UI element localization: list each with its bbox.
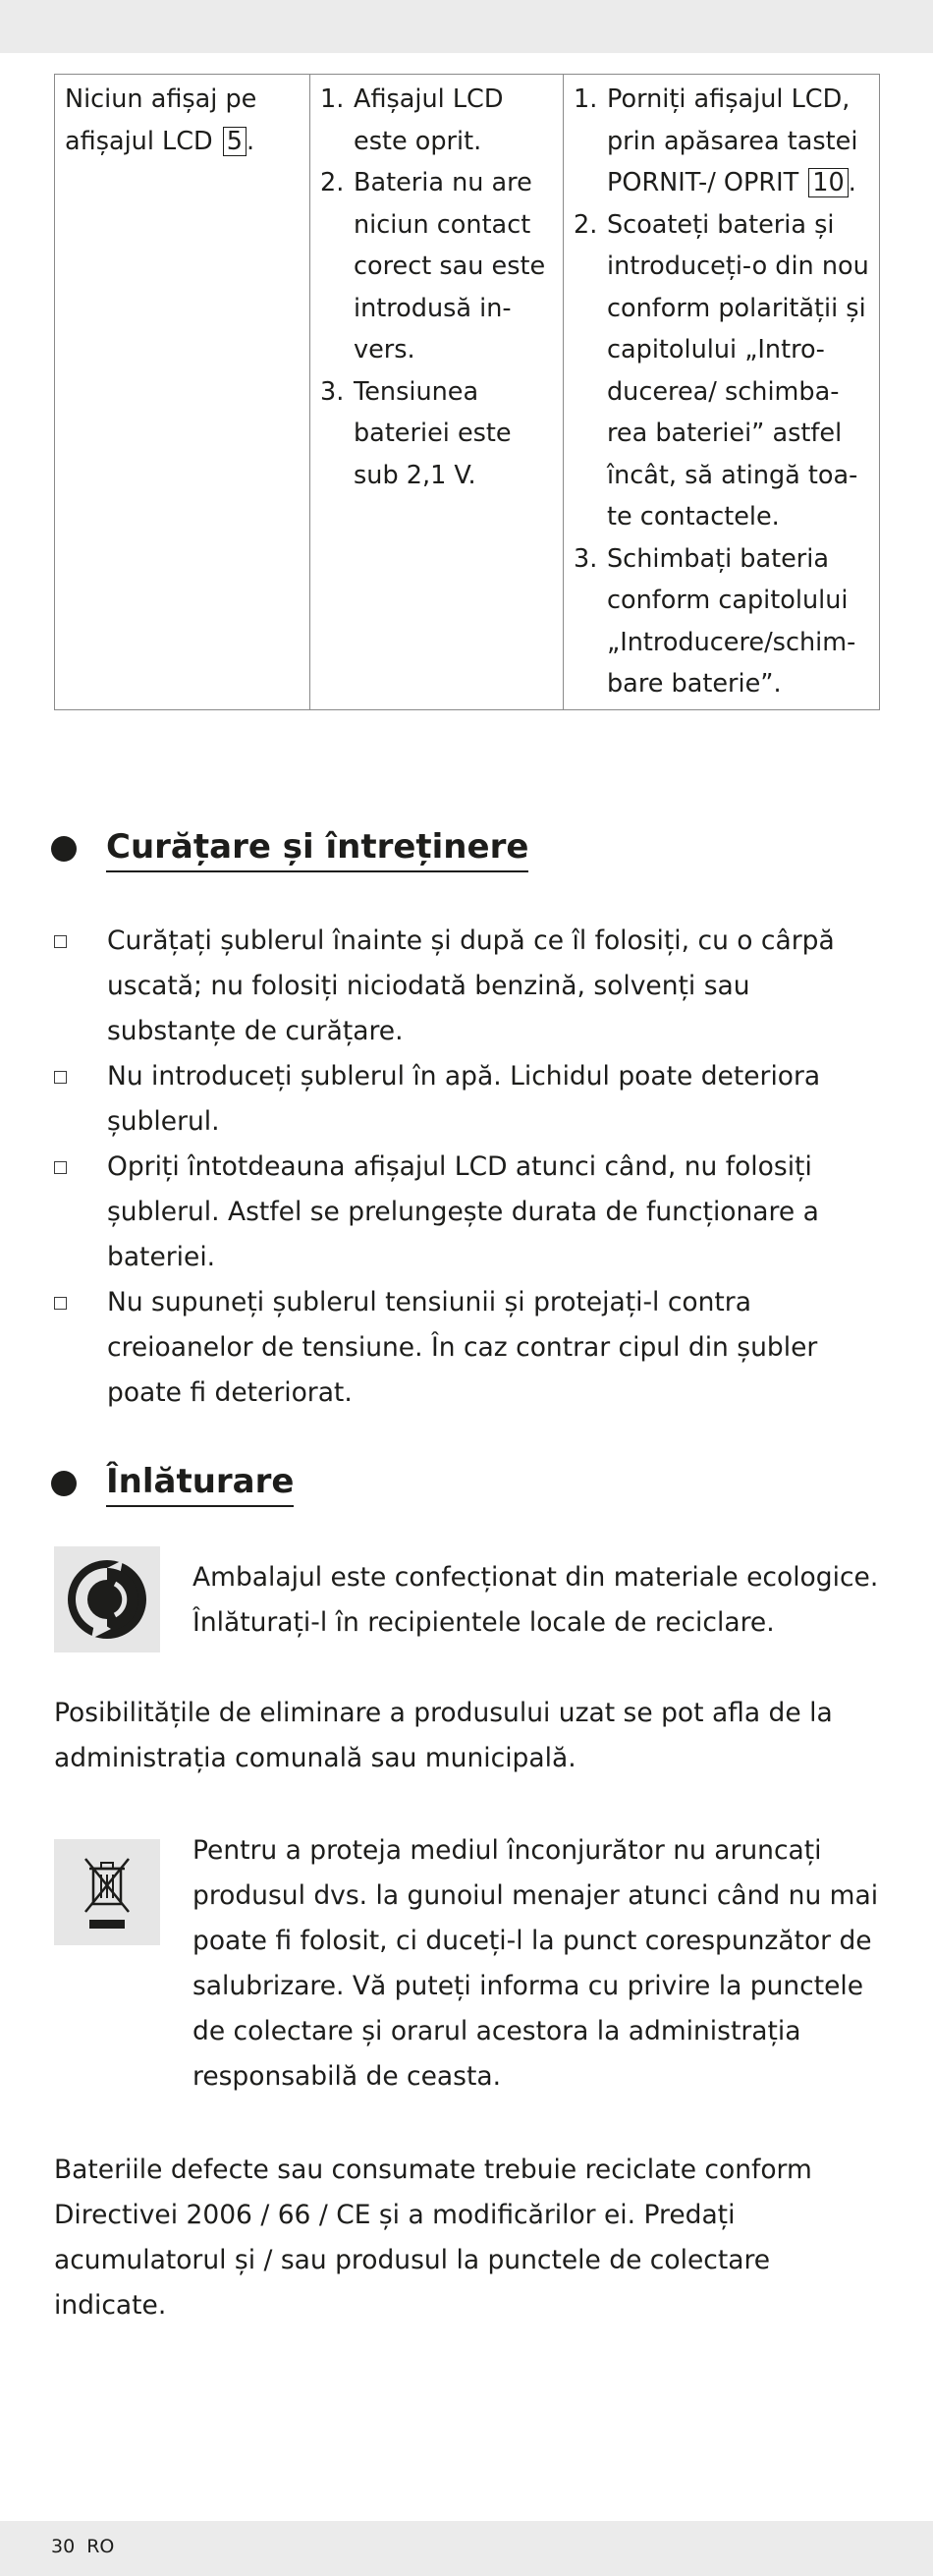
list-item: Nu introduceți șublerul în apă. Lichidul poate deteriora șublerul. (54, 1054, 879, 1145)
list-item: 2. Scoateți bateria și introduceți-o din nou conform polarității și capitolului „Introducerea/ schimbarea bateriei” astfel încât, să atingă toate contactele. (574, 209, 869, 532)
cause-cell (310, 75, 564, 710)
battery-disposal-text: Bateriile defecte sau consumate trebuie reciclate conform Directivei 2006 / 66 / CE și a modificărilor ei. Predați acumulatorul și / sau produsul la punctele de colectare indicate. (54, 2155, 812, 2321)
list-item: Nu supuneți șublerul tensiunii și protejați-l contra creioanelor de tensiune. În caz contrar cipul din șubler poate fi deteriorat. (54, 1280, 879, 1416)
packaging-text: Ambalajul este confecționat din materiale ecologice. Înlăturați-l în recipientele locale de reciclare. (192, 1562, 879, 1638)
green-dot-recycle-icon (54, 1546, 160, 1652)
list-item: Opriți întotdeauna afișajul LCD atunci când, nu folosiți șublerul. Astfel se prelungește durata de funcționare a bateriei. (54, 1145, 879, 1280)
list-item: 2. Bateria nu are niciun contact corect sau este introdusă invers. (320, 168, 546, 364)
disposal-options-text: Posibilitățile de eliminare a produsului uzat se pot afla de la administrația comunală sau municipală. (54, 1698, 833, 1773)
problem-cell: Niciun afișaj pe afișajul LCD 5 . (55, 75, 310, 710)
crossed-bin-icon (54, 1839, 160, 1945)
list-item: 1. Afișajul LCD este oprit. (320, 84, 504, 156)
list-item: 3. Tensiunea bateriei este sub 2,1 V. (320, 376, 512, 490)
section-heading-cleaning (51, 825, 528, 872)
square-bullet-icon (54, 1297, 67, 1310)
weee-text: Pentru a proteja mediul înconjurător nu aruncați produsul dvs. la gunoiul menajer atunci când nu mai poate fi folosit, ci duceți-l la punct corespunzător de salubrizare. Vă puteți informa cu privire la punctele de colectare și orarul acestora la administrația responsabilă de ceasta. (192, 1835, 879, 2092)
language-code: RO (86, 2536, 115, 2557)
list-item: 3. Schimbați bateria conform capitolului „Introducere/schimbare baterie”. (574, 543, 856, 699)
list-item: Curățați șublerul înainte și după ce îl folosiți, cu o cârpă uscată; nu folosiți niciodată benzină, solvenți sau substanțe de curățare. (54, 919, 879, 1054)
section-heading-disposal (51, 1460, 294, 1507)
section-title: Curățare și întreținere (106, 825, 528, 872)
square-bullet-icon (54, 1071, 67, 1084)
square-bullet-icon (54, 1161, 67, 1174)
reference-box: 5 (223, 127, 247, 156)
bottom-band (0, 2521, 933, 2576)
solution-list (574, 79, 869, 705)
page-footer (51, 2527, 114, 2566)
reference-box: 10 (808, 168, 848, 197)
section-title: Înlăturare (106, 1460, 294, 1507)
troubleshooting-table (54, 74, 880, 710)
cause-list (320, 79, 553, 496)
problem-text: Niciun afișaj pe afișajul LCD (65, 84, 257, 156)
bullet-dot-icon (51, 1471, 77, 1496)
bullet-dot-icon (51, 836, 77, 862)
cleaning-list (54, 919, 879, 1416)
list-item: 1. Porniți afișajul LCD, prin apăsarea tastei PORNIT-/ OPRIT 10 . (574, 84, 858, 197)
solution-cell (564, 75, 880, 710)
table-row (55, 75, 880, 710)
page-number: 30 (51, 2536, 76, 2557)
square-bullet-icon (54, 935, 67, 948)
top-band (0, 0, 933, 53)
